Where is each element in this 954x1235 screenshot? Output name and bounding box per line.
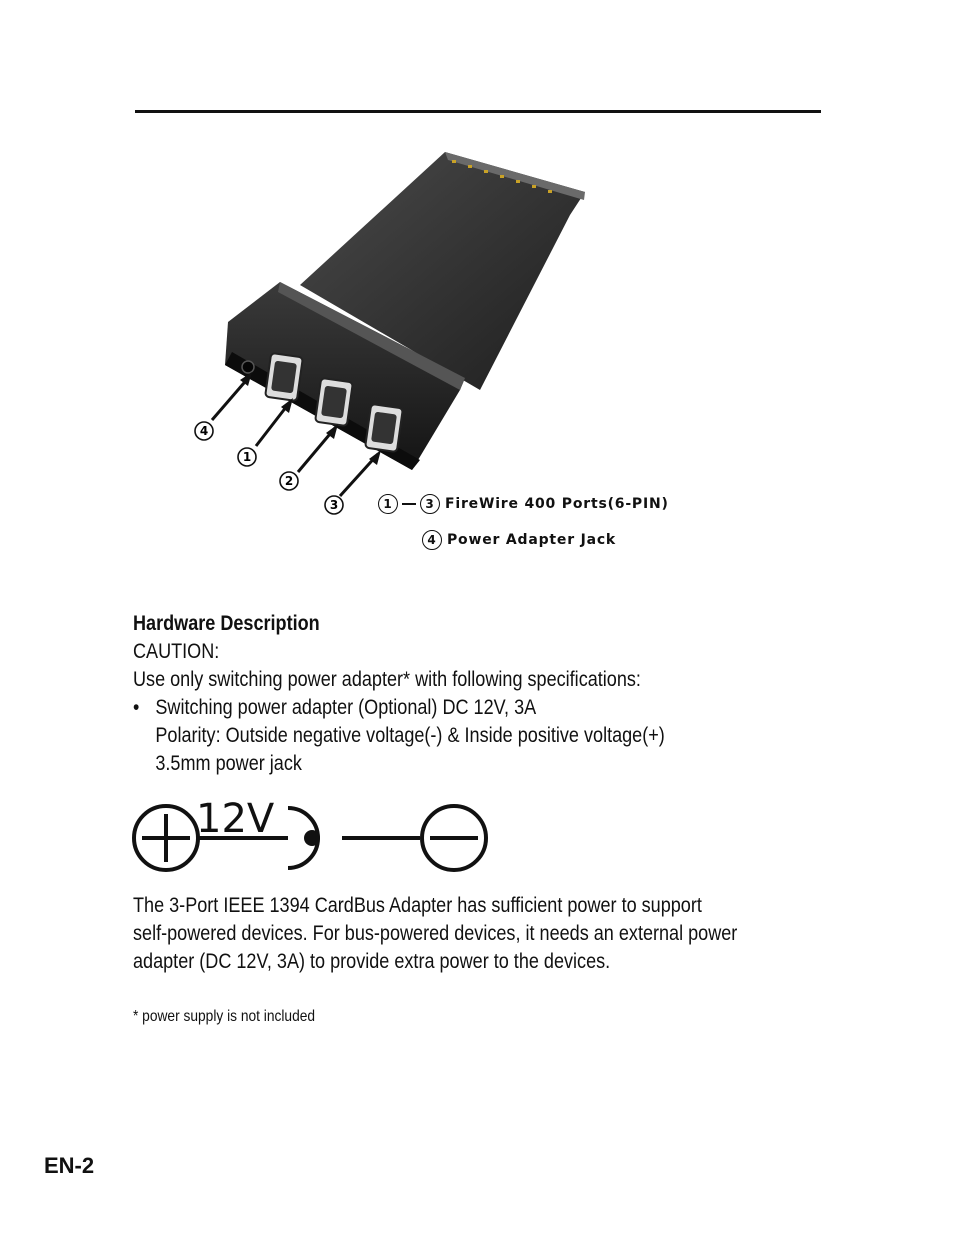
caution-label: CAUTION: [133, 640, 220, 663]
legend-range-dash [402, 503, 416, 505]
polarity-diagram [130, 790, 500, 890]
jack-line: 3.5mm power jack [155, 752, 302, 775]
polarity-symbol [130, 790, 500, 890]
callout-2: 2 [284, 474, 294, 488]
instruction-text: Use only switching power adapter* with following specifications: [133, 668, 641, 691]
polarity-line: Polarity: Outside negative voltage(-) & Inside positive voltage(+) [155, 724, 665, 747]
hardware-description-section [133, 610, 665, 778]
legend-power-label: Power Adapter Jack [447, 532, 617, 548]
voltage-label: 12V [196, 796, 275, 842]
spec-bullet [133, 694, 665, 722]
legend-num-4: 4 [422, 530, 442, 550]
paragraph-line-1: The 3-Port IEEE 1394 CardBus Adapter has sufficient power to support [133, 894, 702, 917]
paragraph-line-3: adapter (DC 12V, 3A) to provide extra power to the devices. [133, 950, 611, 973]
top-rule [135, 110, 821, 113]
page-number: EN-2 [44, 1153, 95, 1178]
legend-range-end: 3 [420, 494, 440, 514]
paragraph-line-2: self-powered devices. For bus-powered devices, it needs an external power [133, 922, 738, 945]
callout-1: 1 [242, 450, 252, 464]
legend-firewire-label: FireWire 400 Ports(6-PIN) [445, 496, 669, 512]
legend-power-jack [422, 530, 616, 550]
legend-firewire-ports [378, 494, 669, 514]
power-jack [242, 361, 254, 373]
callout-3: 3 [329, 498, 339, 512]
section-heading: Hardware Description [133, 612, 320, 635]
legend-range-start: 1 [378, 494, 398, 514]
power-paragraph [133, 892, 737, 976]
callout-4: 4 [199, 424, 209, 438]
bullet-dot: • [133, 696, 140, 719]
footnote: * power supply is not included [133, 1008, 316, 1025]
bullet-text: Switching power adapter (Optional) DC 12V, 3A [155, 696, 537, 719]
center-pin [304, 830, 320, 846]
